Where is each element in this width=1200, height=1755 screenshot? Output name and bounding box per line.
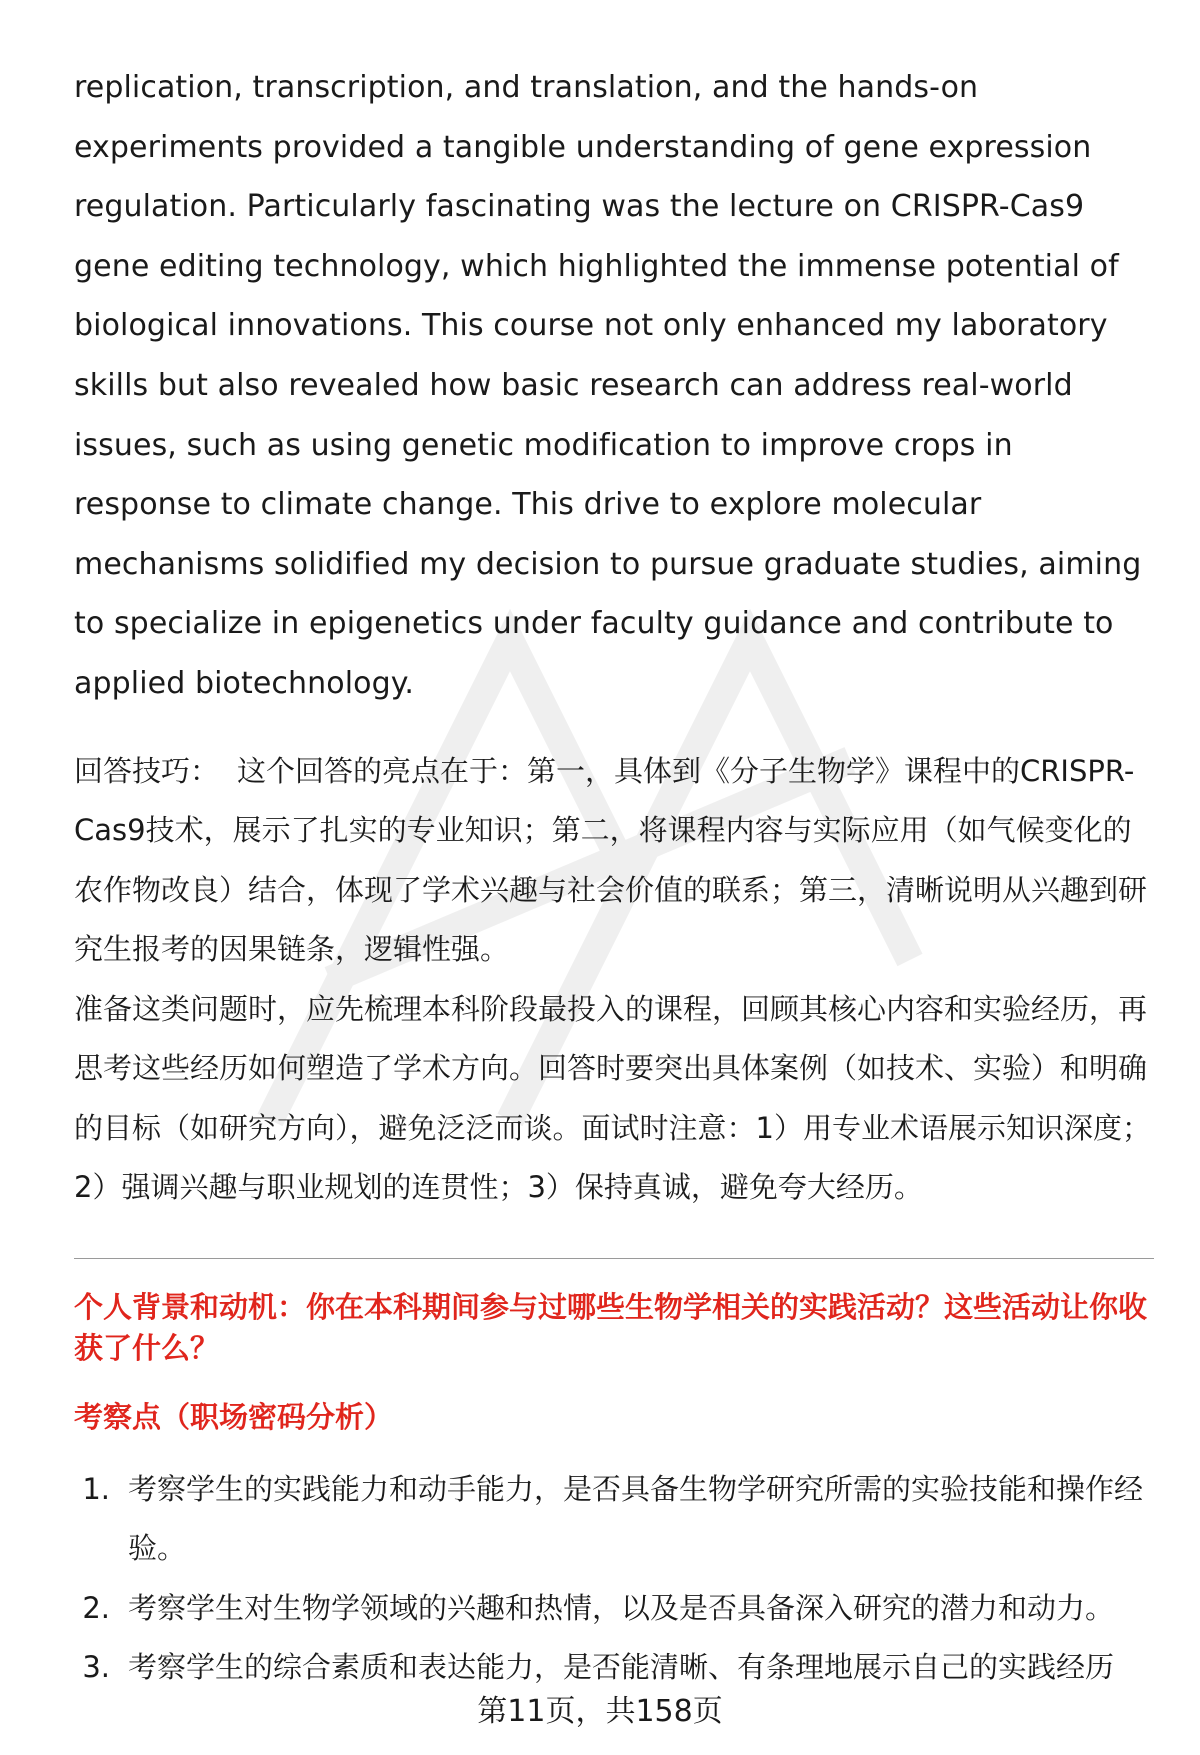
prep-paragraph: 准备这类问题时，应先梳理本科阶段最投入的课程，回顾其核心内容和实验经历，再思考这些经历如何塑造了学术方向。回答时要突出具体案例（如技术、实验）和明确的目标（如研究方向），避免泛泛而谈。面试时注意：1）用专业术语展示知识深度；2）强调兴趣与职业规划的连贯性；3）保持真诚，避免夸大经历。 xyxy=(74,991,1151,1205)
page-number: 第11页，共158页 xyxy=(477,1694,723,1729)
tip-text: 这个回答的亮点在于：第一，具体到《分子生物学》课程中的CRISPR-Cas9技术，展示了扎实的专业知识；第二，将课程内容与实际应用（如气候变化的农作物改良）结合，体现了学术兴趣与社会价值的联系；第三，清晰说明从兴趣到研究生报考的因果链条，逻辑性强。 xyxy=(74,753,1148,967)
list-item-text: 考察学生的综合素质和表达能力，是否能清晰、有条理地展示自己的实践经历 xyxy=(128,1650,1115,1685)
list-item-number: 1. xyxy=(82,1471,110,1506)
assessment-title: 考察点（职场密码分析） xyxy=(74,1399,394,1434)
assessment-points xyxy=(74,1460,1154,1698)
question-heading: 个人背景和动机：你在本科期间参与过哪些生物学相关的实践活动？这些活动让你收获了什么？ xyxy=(74,1289,1148,1365)
list-item-text: 考察学生对生物学领域的兴趣和热情，以及是否具备深入研究的潜力和动力。 xyxy=(128,1590,1115,1625)
tip-paragraph xyxy=(74,742,1154,980)
document-page xyxy=(74,58,1154,1698)
answer-tips-block xyxy=(74,742,1154,1218)
list-item-number: 2. xyxy=(82,1590,110,1625)
list-item xyxy=(74,1460,1154,1579)
tip-label: 回答技巧： xyxy=(74,753,220,788)
list-item-number: 3. xyxy=(82,1650,110,1685)
list-item xyxy=(74,1638,1154,1698)
section-divider xyxy=(74,1258,1154,1259)
list-item-text: 考察学生的实践能力和动手能力，是否具备生物学研究所需的实验技能和操作经验。 xyxy=(128,1471,1144,1566)
list-item xyxy=(74,1579,1154,1639)
intro-paragraph: replication, transcription, and translation, and the hands-on experiments provided a tangible understanding of gene expression regulation. Particularly fascinating was the lecture on CRISPR-Cas9 gene editing technology, which highlighted the immense potential of biological innovations. This course not only enhanced my laboratory skills but also revealed how basic research can address real-world issues, such as using genetic modification to improve crops in response to climate change. This drive to explore molecular mechanisms solidified my decision to pursue graduate studies, aiming to specialize in epigenetics under faculty guidance and contribute to applied biotechnology. xyxy=(74,70,1142,701)
